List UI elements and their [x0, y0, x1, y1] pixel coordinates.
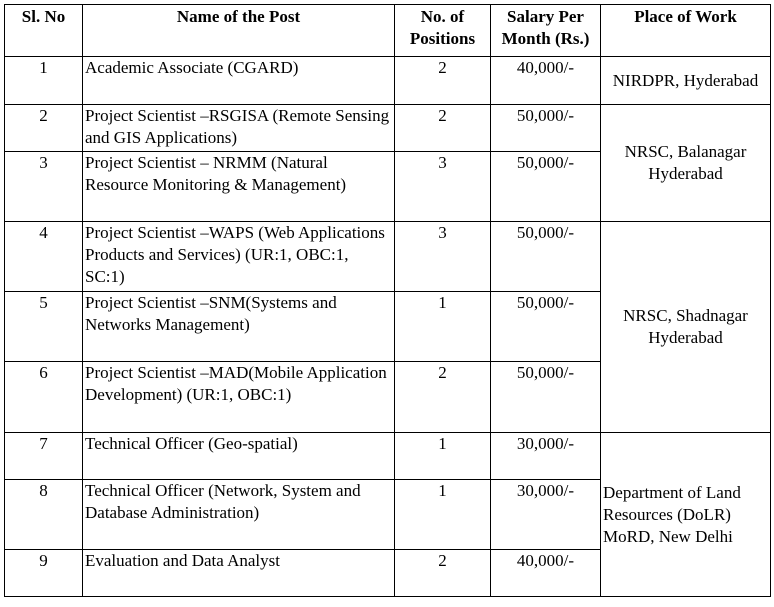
salary-cell: 40,000/- — [491, 550, 601, 597]
positions-cell: 3 — [395, 222, 491, 292]
sl-no-cell: 3 — [5, 152, 83, 222]
posts-table — [4, 4, 771, 597]
header-salary: Salary Per Month (Rs.) — [491, 5, 601, 57]
table-row — [5, 105, 771, 152]
salary-cell: 30,000/- — [491, 480, 601, 550]
sl-no-cell: 7 — [5, 433, 83, 480]
salary-cell: 50,000/- — [491, 152, 601, 222]
table-row — [5, 222, 771, 292]
sl-no-cell: 5 — [5, 292, 83, 362]
post-name-cell: Technical Officer (Network, System and Database Administration) — [83, 480, 395, 550]
header-post-name: Name of the Post — [83, 5, 395, 57]
post-name-cell: Project Scientist –RSGISA (Remote Sensing and GIS Applications) — [83, 105, 395, 152]
place-cell: NIRDPR, Hyderabad — [601, 57, 771, 105]
place-cell: Department of Land Resources (DoLR) MoRD, New Delhi — [601, 433, 771, 597]
header-sl-no: Sl. No — [5, 5, 83, 57]
salary-cell: 50,000/- — [491, 105, 601, 152]
positions-cell: 2 — [395, 362, 491, 433]
place-cell: NRSC, Balanagar Hyderabad — [601, 105, 771, 222]
post-name-cell: Project Scientist –WAPS (Web Applications Products and Services) (UR:1, OBC:1, SC:1) — [83, 222, 395, 292]
post-name-cell: Evaluation and Data Analyst — [83, 550, 395, 597]
sl-no-cell: 1 — [5, 57, 83, 105]
salary-cell: 50,000/- — [491, 222, 601, 292]
positions-cell: 1 — [395, 480, 491, 550]
positions-cell: 1 — [395, 433, 491, 480]
sl-no-cell: 6 — [5, 362, 83, 433]
salary-cell: 40,000/- — [491, 57, 601, 105]
positions-cell: 3 — [395, 152, 491, 222]
salary-cell: 30,000/- — [491, 433, 601, 480]
sl-no-cell: 8 — [5, 480, 83, 550]
post-name-cell: Project Scientist –MAD(Mobile Application Development) (UR:1, OBC:1) — [83, 362, 395, 433]
table-row — [5, 57, 771, 105]
post-name-cell: Project Scientist –SNM(Systems and Networks Management) — [83, 292, 395, 362]
sl-no-cell: 9 — [5, 550, 83, 597]
positions-cell: 2 — [395, 57, 491, 105]
place-cell: NRSC, Shadnagar Hyderabad — [601, 222, 771, 433]
positions-cell: 2 — [395, 550, 491, 597]
post-name-cell: Academic Associate (CGARD) — [83, 57, 395, 105]
post-name-cell: Technical Officer (Geo-spatial) — [83, 433, 395, 480]
sl-no-cell: 2 — [5, 105, 83, 152]
header-row — [5, 5, 771, 57]
header-positions: No. of Positions — [395, 5, 491, 57]
header-place: Place of Work — [601, 5, 771, 57]
sl-no-cell: 4 — [5, 222, 83, 292]
salary-cell: 50,000/- — [491, 292, 601, 362]
positions-cell: 2 — [395, 105, 491, 152]
positions-cell: 1 — [395, 292, 491, 362]
salary-cell: 50,000/- — [491, 362, 601, 433]
table-row — [5, 433, 771, 480]
post-name-cell: Project Scientist – NRMM (Natural Resource Monitoring & Management) — [83, 152, 395, 222]
